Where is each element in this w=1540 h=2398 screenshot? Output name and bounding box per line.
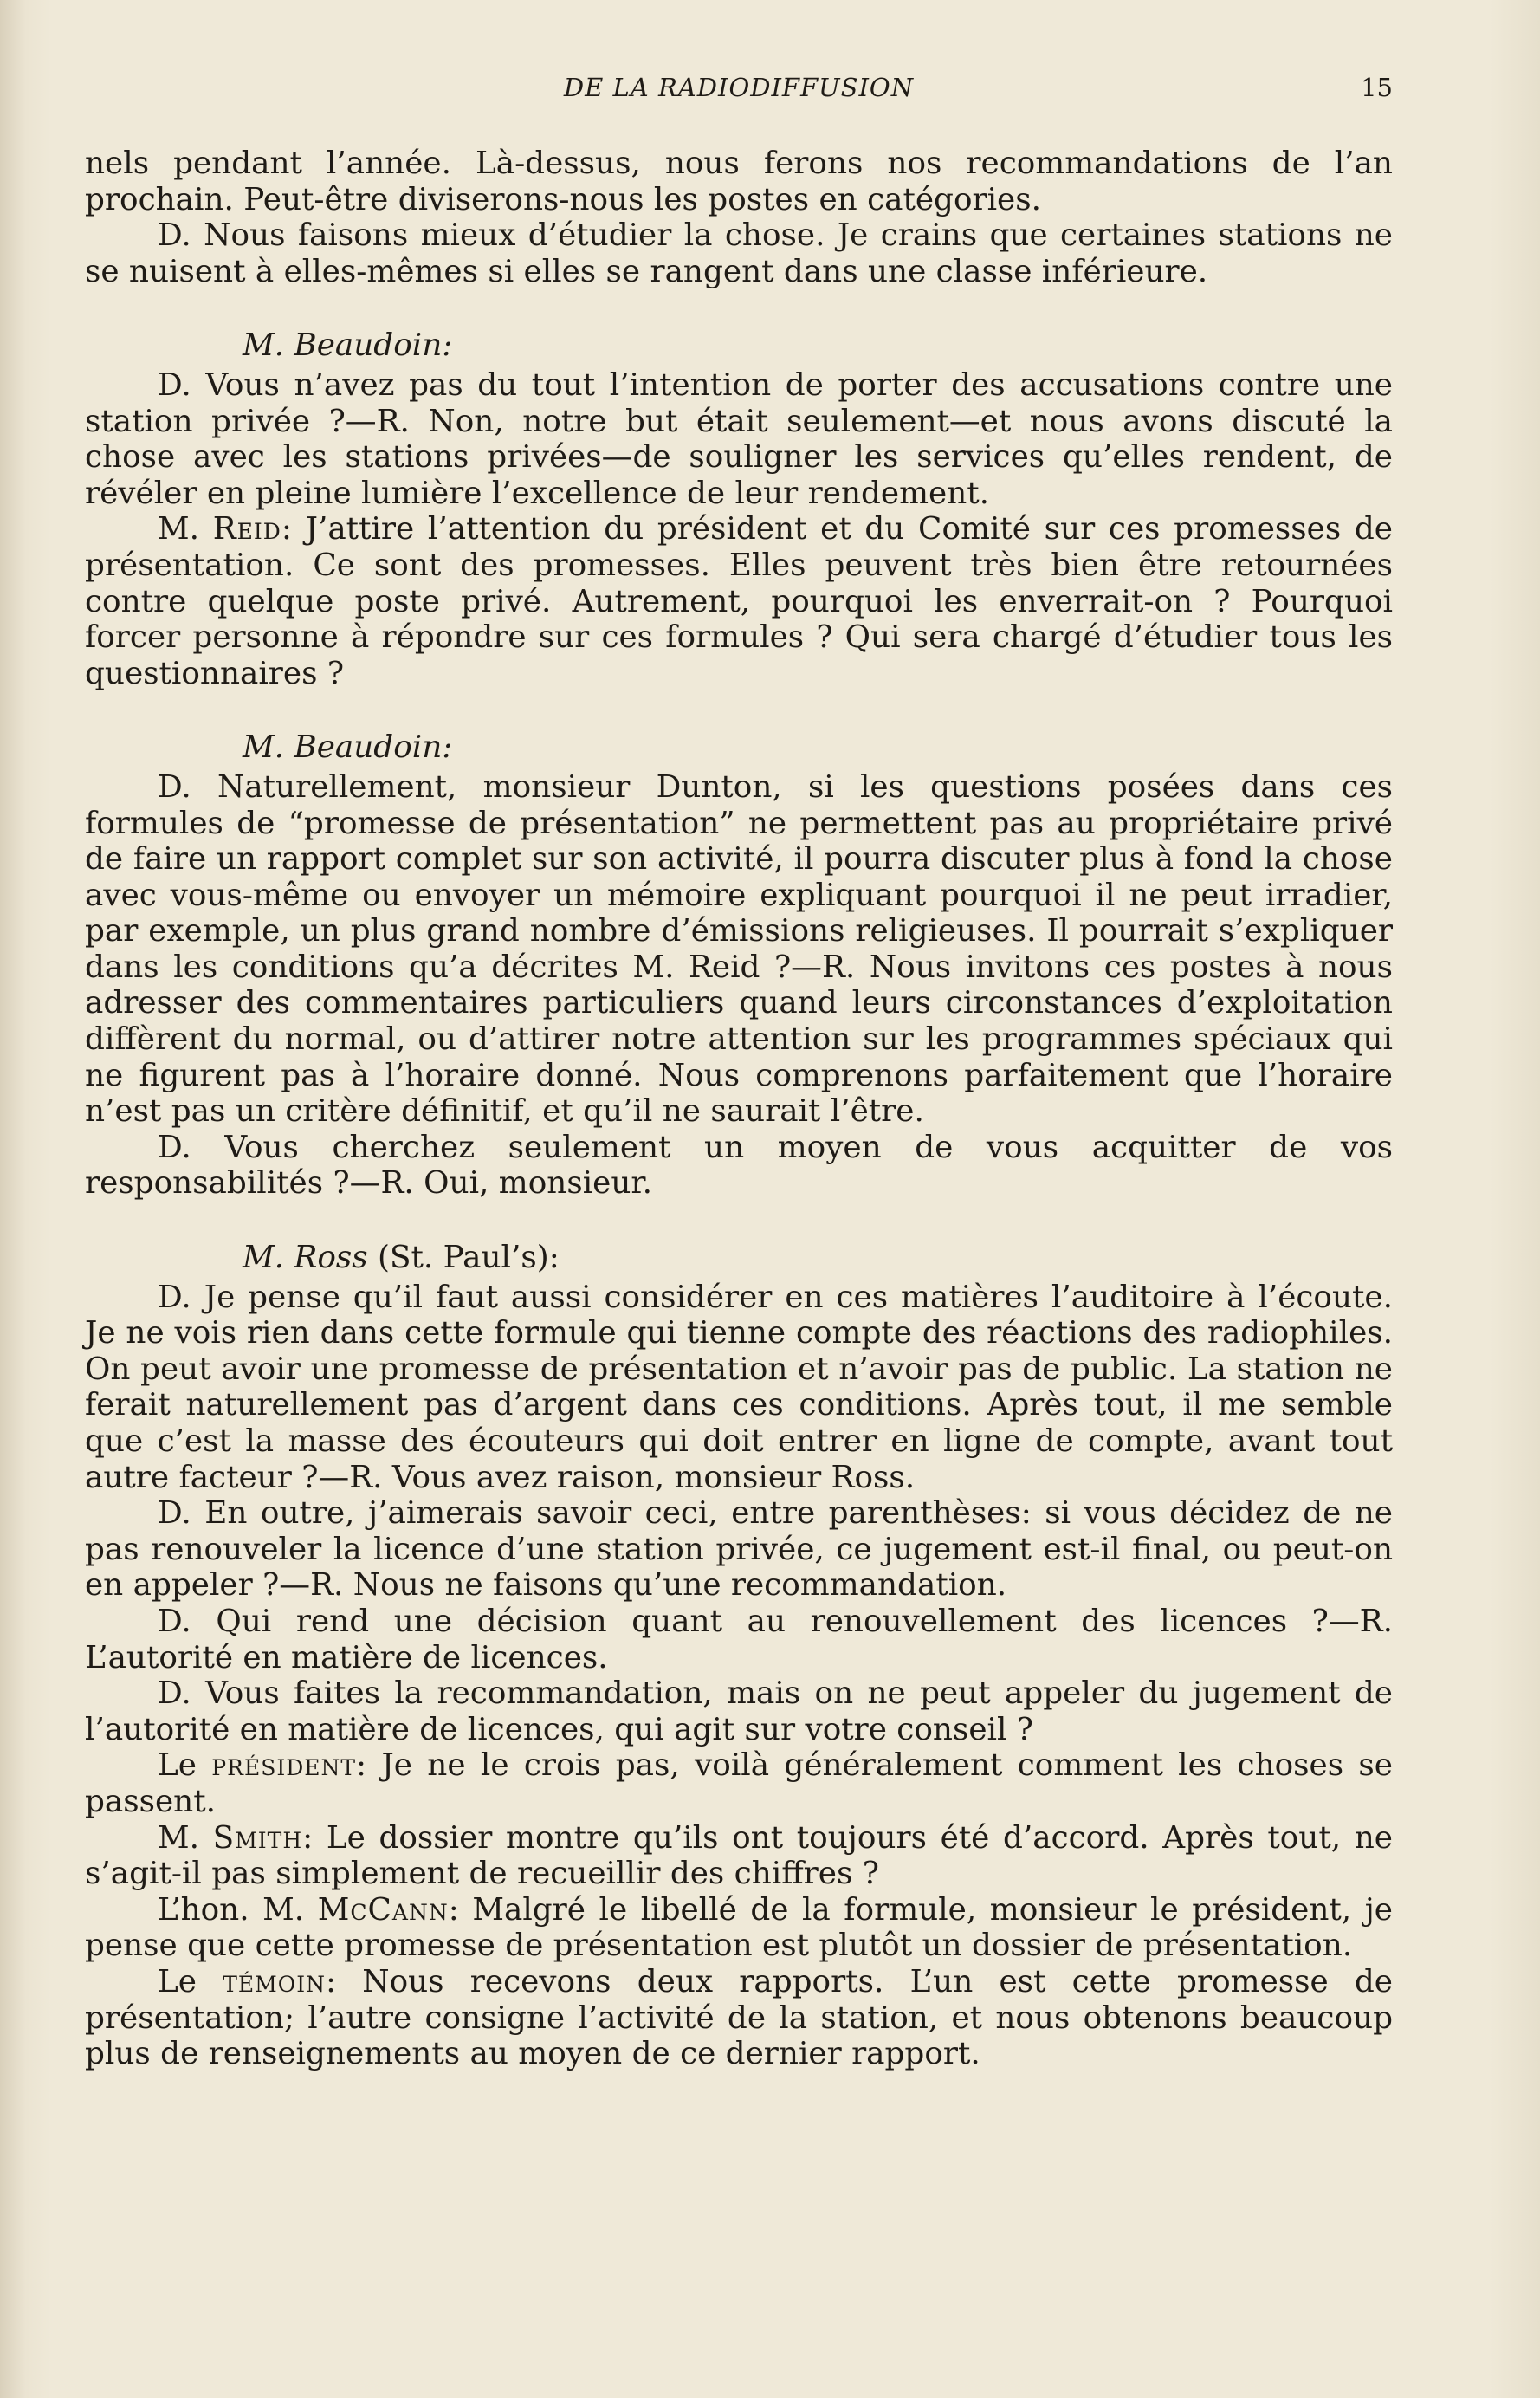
speaker-name: Reid: [212, 511, 281, 548]
speech-text: : J’attire l’attention du président et du Comité sur ces promesses de présentation. Ce sont des promesses. Elles peuvent très bien être retournées contre quelque poste privé. Autrement, pourquoi les enverrait-on ? Pourquoi forcer personne à répondre sur ces formules ? Qui sera chargé d’étudier tous les questionnaires ?: [85, 511, 1393, 691]
speaker-prefix: Le: [158, 1747, 212, 1784]
speaker-name: témoin: [223, 1963, 326, 1999]
speaker-heading: M. Beaudoin:: [243, 327, 453, 364]
paragraph: [85, 1892, 1393, 1964]
speaker-name: M. Ross: [243, 1240, 368, 1276]
body-text: [85, 146, 1393, 2072]
speaker-prefix: M.: [158, 1819, 213, 1856]
speaker-prefix: M.: [158, 511, 213, 548]
paragraph: [85, 1964, 1393, 2072]
paragraph: D. Je pense qu’il faut aussi considérer en ces matières l’auditoire à l’écoute. Je ne vois rien dans cette formule qui tienne compte des réactions des radiophiles. On peut avoir une promesse de présentation et n’avoir pas de public. La station ne ferait naturellement pas d’argent dans ces conditions. Après tout, il me semble que c’est la masse des écouteurs qui doit entrer en ligne de compte, avant tout autre facteur ?—R. Vous avez raison, monsieur Ross.: [85, 1279, 1393, 1495]
paragraph: D. En outre, j’aimerais savoir ceci, entre parenthèses: si vous décidez de ne pas renouveler la licence d’une station privée, ce jugement est-il final, ou peut-on en appeler ?—R. Nous ne faisons qu’une recommandation.: [85, 1495, 1393, 1604]
speech-text: : Nous recevons deux rapports. L’un est cette promesse de présentation; l’autre consigne l’activité de la station, et nous obtenons beaucoup plus de renseignements au moyen de ce dernier rapport.: [85, 1963, 1393, 2072]
page-header: [85, 73, 1393, 114]
speaker-name: McCann: [317, 1891, 449, 1928]
running-title: DE LA RADIODIFFUSION: [563, 73, 915, 102]
paragraph: [85, 511, 1393, 691]
speech-text: : Malgré le libellé de la formule, monsieur le président, je pense que cette promesse de présentation est plutôt un dossier de présentation.: [85, 1891, 1393, 1964]
paragraph: [85, 1747, 1393, 1819]
paragraph: D. Vous faites la recommandation, mais on ne peut appeler du jugement de l’autorité en matière de licences, qui agit sur votre conseil ?: [85, 1675, 1393, 1747]
speaker-name: président: [211, 1747, 357, 1784]
speaker-riding: (St. Paul’s):: [367, 1240, 560, 1276]
speaker-heading: [85, 1240, 1393, 1276]
paragraph: [85, 1820, 1393, 1892]
speaker-prefix: Le: [158, 1963, 223, 1999]
speaker-prefix: L’hon. M.: [158, 1891, 318, 1928]
paragraph: D. Naturellement, monsieur Dunton, si les questions posées dans ces formules de “promesse de présentation” ne permettent pas au propriétaire privé de faire un rapport complet sur son activité, il pourra discuter plus à fond la chose avec vous-même ou envoyer un mémoire expliquant pourquoi il ne peut irradier, par exemple, un plus grand nombre d’émissions religieuses. Il pourrait s’expliquer dans les conditions qu’a décrites M. Reid ?—R. Nous invitons ces postes à nous adresser des commentaires particuliers quand leurs circonstances d’exploitation diffèrent du normal, ou d’attirer notre attention sur les programmes spéciaux qui ne figurent pas à l’horaire donné. Nous comprenons parfaitement que l’horaire n’est pas un critère définitif, et qu’il ne saurait l’être.: [85, 768, 1393, 1130]
paragraph: D. Vous cherchez seulement un moyen de vous acquitter de vos responsabilités ?—R. Oui, monsieur.: [85, 1129, 1393, 1202]
page-number: 15: [1361, 73, 1393, 102]
speech-text: : Le dossier montre qu’ils ont toujours été d’accord. Après tout, ne s’agit-il pas simplement de recueillir des chiffres ?: [85, 1819, 1393, 1892]
speaker-heading: M. Beaudoin:: [243, 729, 453, 766]
speaker-name: Smith: [212, 1819, 303, 1856]
paragraph: D. Nous faisons mieux d’étudier la chose. Je crains que certaines stations ne se nuisent à elles-mêmes si elles se rangent dans une classe inférieure.: [85, 217, 1393, 289]
paragraph: D. Vous n’avez pas du tout l’intention de porter des accusations contre une station privée ?—R. Non, notre but était seulement—et nous avons discuté la chose avec les stations privées—de souligner les services qu’elles rendent, de révéler en pleine lumière l’excellence de leur rendement.: [85, 366, 1393, 511]
paragraph: D. Qui rend une décision quant au renouvellement des licences ?—R. L’autorité en matière de licences.: [85, 1603, 1393, 1675]
paragraph: nels pendant l’année. Là-dessus, nous ferons nos recommandations de l’an prochain. Peut-être diviserons-nous les postes en catégories.: [85, 146, 1393, 217]
speech-text: : Je ne le crois pas, voilà généralement comment les choses se passent.: [85, 1747, 1393, 1819]
